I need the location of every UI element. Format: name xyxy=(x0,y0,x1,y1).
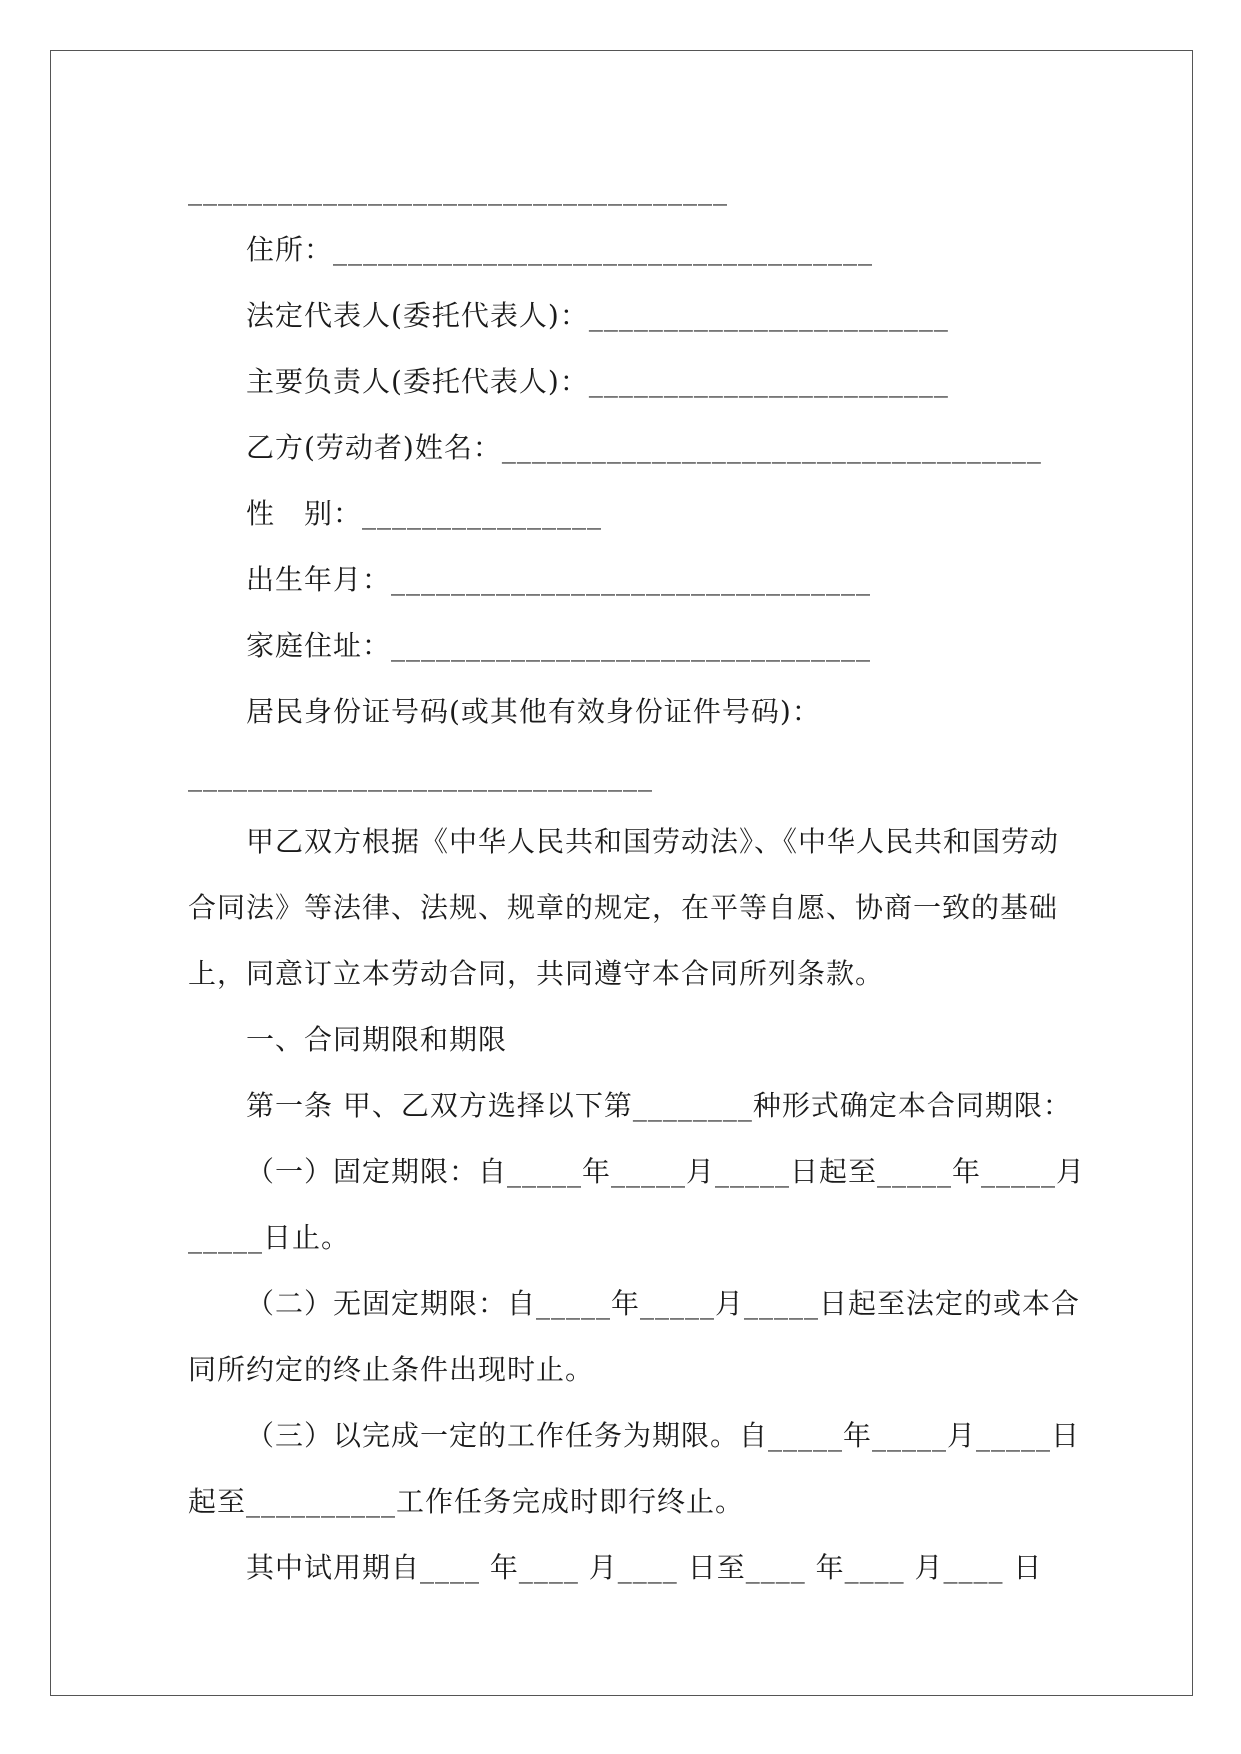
section-heading: 一、合同期限和期限 xyxy=(246,1023,508,1056)
preamble-line-2: 合同法》等法律、法规、规章的规定，在平等自愿、协商一致的基础 xyxy=(188,891,1059,924)
birth-date-field: 出生年月：________________________________ xyxy=(246,563,872,596)
legal-representative-field: 法定代表人(委托代表人)：________________________ xyxy=(246,299,949,332)
home-address-field: 家庭住址：________________________________ xyxy=(246,629,872,662)
gender-field: 性 别：________________ xyxy=(246,497,603,530)
fixed-term-line-1: （一）固定期限：自_____年_____月_____日起至_____年_____月 xyxy=(246,1155,1086,1188)
probation-line: 其中试用期自____ 年____ 月____ 日至____ 年____ 月____ 日 xyxy=(246,1551,1043,1584)
id-number-label: 居民身份证号码(或其他有效身份证件号码)： xyxy=(246,695,821,728)
fixed-term-line-2: _____日止。 xyxy=(188,1221,351,1254)
article-one: 第一条 甲、乙双方选择以下第________种形式确定本合同期限： xyxy=(246,1089,1072,1122)
open-term-line-1: （二）无固定期限：自_____年_____月_____日起至法定的或本合 xyxy=(246,1287,1081,1320)
id-number-blank: _______________________________ xyxy=(188,759,653,792)
task-term-line-2: 起至__________工作任务完成时即行终止。 xyxy=(188,1485,745,1518)
address-field: 住所：____________________________________ xyxy=(246,233,874,266)
principal-field: 主要负责人(委托代表人)：________________________ xyxy=(246,365,949,398)
worker-name-field: 乙方(劳动者)姓名：____________________________________ xyxy=(246,431,1042,464)
blank-line-top: ____________________________________ xyxy=(188,173,728,206)
preamble-line-3: 上，同意订立本劳动合同，共同遵守本合同所列条款。 xyxy=(188,957,885,990)
task-term-line-1: （三）以完成一定的工作任务为期限。自_____年_____月_____日 xyxy=(246,1419,1081,1452)
open-term-line-2: 同所约定的终止条件出现时止。 xyxy=(188,1353,595,1386)
preamble-line-1: 甲乙双方根据《中华人民共和国劳动法》、《中华人民共和国劳动 xyxy=(246,825,1060,858)
